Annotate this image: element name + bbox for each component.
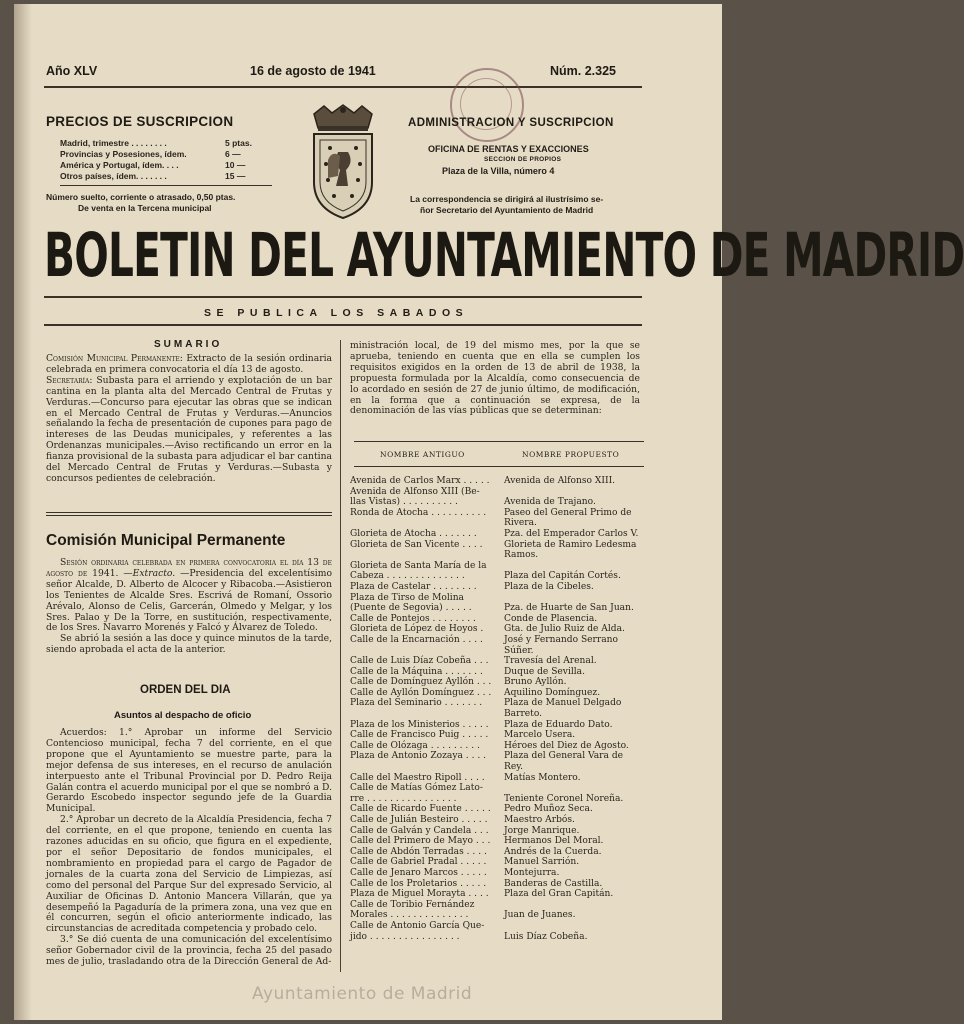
table-rule-top [354,441,644,442]
old-street-name: Ronda de Atocha . . . . . . . . . . [350,507,487,518]
old-street-name: llas Vistas) . . . . . . . . . . [350,497,458,508]
sale-point-note: De venta en la Tercena municipal [78,203,212,213]
comision-title: Comisión Municipal Permanente [46,532,286,549]
price-label: Otros países, ídem. . . . . . . [60,171,167,181]
old-street-name: Calle de Antonio García Que- [350,920,485,931]
new-street-name: Pza. de Huarte de San Juan. [504,603,634,614]
street-row [350,762,644,773]
street-row [350,497,644,508]
street-row [350,826,644,837]
sumario-divider [46,512,332,513]
street-row [350,751,644,762]
street-row [350,847,644,858]
street-row [350,857,644,868]
street-row [350,667,644,678]
old-street-name: Glorieta de San Vicente . . . . [350,539,483,550]
street-row [350,698,644,709]
new-street-name [502,593,644,604]
old-street-name: Calle de Olózaga . . . . . . . . . [350,740,480,751]
new-street-name: Héroes del Diez de Agosto. [504,740,629,751]
session-extract: —Extracto. — [118,567,190,579]
old-street-name: Plaza de Miguel Morayta . . . . [350,889,489,900]
acuerdo-paragraph: 2.° Aprobar un decreto de la Alcaldía Presidencia, fecha 7 del corriente, en el que propone, teniendo en cuenta las razones aducidas en su oficio, que figura en el expediente, por el señor Depositario de fondos municipales, el nombramiento en propiedad para el cargo de Pagador de jornales de la cuarta zona del Servicio de Limpiezas, así como del personal del Parque Sur del expresado Servicio, al Auxiliar de Oficinas D. Antonio Mancera Villarán, que ya desempeñó la Pagaduría de la primera zona, una vez que en él concurren, según el oficio anteriormente indicado, las circunstancias de acreditada competencia y probado celo. [46,814,332,935]
old-street-name [350,709,502,720]
price-underline [60,185,272,186]
new-street-name: Glorieta de Ramiro Ledesma [504,539,637,550]
sumario-text: Extracto de la sesión ordinaria celebrada en primera convocatoria el día 13 de agosto. [46,353,332,375]
old-street-name: Calle de Pontejos . . . . . . . . [350,613,476,624]
street-row [350,815,644,826]
old-street-name: Calle de Ayllón Domínguez . . . [350,687,492,698]
street-row [350,879,644,890]
orden-del-dia-title: ORDEN DEL DIA [140,684,231,696]
masthead-subtitle: SE PUBLICA LOS SABADOS [204,307,469,319]
old-street-name: Calle de Francisco Puig . . . . . [350,730,489,741]
masthead-rule-bottom [44,324,642,326]
session-open: Se abrió la sesión a las doce y quince minutos de la tarde, siendo aprobada el acta de la anterior. [46,633,332,656]
new-street-name: Avenida de Trajano. [504,497,596,508]
new-street-name: Matías Montero. [504,772,581,783]
street-row [350,614,644,625]
old-street-name: Calle de la Encarnación . . . . [350,634,483,645]
correspondence-note-2: ñor Secretario del Ayuntamiento de Madrid [420,205,594,215]
old-street-name: Glorieta de López de Hoyos . [350,624,484,635]
price-label: América y Portugal, ídem. . . . [60,160,179,170]
old-street-name [350,646,502,657]
administration-title: ADMINISTRACION Y SUSCRIPCION [408,117,614,129]
street-row [350,571,644,582]
new-street-name: Juan de Juanes. [504,910,576,921]
masthead-rule-top [44,296,642,298]
office-name: OFICINA DE RENTAS Y EXACCIONES [428,144,589,154]
street-row [350,730,644,741]
old-street-name [350,550,502,561]
street-row [350,868,644,879]
new-street-name: José y Fernando Serrano [504,634,619,645]
street-row [350,921,644,932]
old-street-name: Avenida de Alfonso XIII (Be- [350,486,480,497]
new-street-name: Bruno Ayllón. [504,677,567,688]
right-intro [350,341,640,417]
old-street-name: Calle de Domínguez Ayllón . . . [350,677,492,688]
old-street-name: Calle de Gabriel Pradal . . . . . [350,857,487,868]
sumario-body [46,354,332,485]
street-row [350,836,644,847]
new-street-name: Plaza del Capitán Cortés. [504,571,621,582]
sumario-divider-2 [46,515,332,516]
old-street-name: Calle de Ricardo Fuente . . . . . [350,804,491,815]
old-street-name: Calle de Julián Besteiro . . . . . [350,815,488,825]
old-street-name: Calle del Maestro Ripoll . . . . [350,772,485,783]
new-street-name [502,487,644,498]
street-row [350,656,644,667]
new-street-name: Travesía del Arenal. [504,656,597,667]
old-street-name: (Puente de Segovia) . . . . . [350,603,472,614]
single-issue-note: Número suelto, corriente o atrasado, 0,50 ptas. [46,192,236,202]
old-street-name: Avenida de Carlos Marx . . . . . [350,476,490,486]
old-street-name: Calle de Jenaro Marcos . . . . . [350,867,487,878]
street-row [350,900,644,911]
office-section: SECCION DE PROPIOS [484,156,562,163]
street-names-table [350,476,644,942]
street-row [350,540,644,551]
sumario-title: SUMARIO [154,339,223,350]
new-street-name: Plaza de Manuel Delgado [504,698,622,709]
archive-stamp [450,68,524,142]
table-rule-bottom [354,466,644,467]
new-street-name: Manuel Sarrión. [504,857,580,868]
acuerdos [46,728,332,968]
new-street-name [502,900,644,911]
new-street-name: Gta. de Julio Ruiz de Alda. [504,624,625,635]
acuerdo-paragraph: 3.° Se dió cuenta de una comunicación del excelentísimo señor Gobernador civil de la provincia, fecha 25 del pasado mes de julio, trasladando otra de la Dirección General de Ad- [46,934,332,968]
street-row [350,804,644,815]
new-street-name: Avenida de Alfonso XIII. [504,476,616,486]
street-row [350,593,644,604]
street-row [350,910,644,921]
new-street-name: Marcelo Usera. [504,730,576,741]
sumario-label: Comisión Municipal Permanente: [46,353,183,364]
price-value: 5 ptas. [225,138,252,148]
street-row [350,529,644,540]
street-row [350,741,644,752]
new-street-name: Pza. del Emperador Carlos V. [504,528,639,539]
old-street-name: Cabeza . . . . . . . . . . . . . . [350,571,465,582]
old-street-name: Plaza de Antonio Zozaya . . . . [350,751,487,762]
old-street-name: Plaza del Seminario . . . . . . . [350,698,483,709]
old-street-name: Calle de Toribio Fernández [350,899,475,910]
col-header-old: NOMBRE ANTIGUO [380,450,465,459]
new-street-name: Rivera. [504,518,537,529]
new-street-name: Barreto. [504,709,543,720]
price-value: 15 — [225,171,246,181]
masthead-title: BOLETIN DEL AYUNTAMIENTO DE MADRID [44,220,964,291]
old-street-name: Calle de la Máquina . . . . . . . [350,666,483,677]
sumario-paragraph [46,354,332,376]
new-street-name [502,783,644,794]
archive-watermark: Ayuntamiento de Madrid [252,984,473,1004]
col-header-new: NOMBRE PROPUESTO [522,450,620,459]
street-row [350,794,644,805]
street-row [350,487,644,498]
street-row [350,783,644,794]
new-street-name: Aquilino Domínguez. [504,687,601,698]
session-text: Presidencia del excelentísimo señor Alcalde, D. Alberto de Alcocer y Ribacoba.—Asistieron los Tenientes de Alcalde Sres. Escrivá de Romaní, Ossorio Arévalo, Alonso de Celis, Garcerán, Olmedo y Melgar, y los Sres. Palao y De la Torre, en sustitución, respectivamente, de los Sres. Navarro Morenés y Falcó y Álvarez de Toledo. [46,567,332,634]
old-street-name: Glorieta de Atocha . . . . . . . [350,528,477,539]
new-street-name: Ramos. [504,550,539,561]
issue-date: 16 de agosto de 1941 [250,64,376,78]
old-street-name: Plaza de Tirso de Molina [350,592,464,603]
asuntos-title: Asuntos al despacho de oficio [114,710,252,721]
street-row [350,550,644,561]
comision-session [46,558,332,656]
new-street-name: Maestro Arbós. [504,815,575,825]
madrid-coat-of-arms-icon [302,104,384,222]
street-row [350,582,644,593]
new-street-name: Conde de Plasencia. [504,613,598,624]
street-row [350,603,644,614]
street-row [350,773,644,784]
old-street-name [350,762,502,773]
price-value: 6 — [225,149,241,159]
sumario-label: Secretaría: [46,374,93,386]
price-label: Provincias y Posesiones, ídem. [60,149,187,159]
new-street-name: Hermanos Del Moral. [504,836,604,847]
street-row [350,688,644,699]
old-street-name: Calle de Galván y Candela . . . [350,825,489,836]
street-row [350,646,644,657]
street-row [350,889,644,900]
new-street-name: Banderas de Castilla. [504,878,603,889]
street-row [350,709,644,720]
new-street-name [502,921,644,932]
price-label: Madrid, trimestre . . . . . . . . [60,138,167,148]
price-value: 10 — [225,160,246,170]
new-street-name: Luis Díaz Cobeña. [504,931,588,942]
subscription-title: PRECIOS DE SUSCRIPCION [46,114,234,129]
old-street-name: Morales . . . . . . . . . . . . . . [350,910,469,921]
new-street-name: Plaza de Eduardo Dato. [504,719,613,730]
new-street-name: Duque de Sevilla. [504,666,585,677]
new-street-name: Andrés de la Cuerda. [504,846,602,857]
new-street-name: Paseo del General Primo de [504,507,632,518]
street-row [350,561,644,572]
header-rule [44,86,642,88]
street-row [350,635,644,646]
acuerdo-paragraph: Acuerdos: 1.° Aprobar un informe del Servicio Contencioso municipal, fecha 7 del corriente, en el que propone que el Ayuntamiento se muestre parte, para la mejor defensa de sus intereses, en el recurso de anulación interpuesto ante el Tribunal Provincial por D. Pedro Reija Galán contra el acuerdo municipal por el que se nombró a D. Gerardo Escobedo inspector segundo jefe de la Guardia Municipal. [46,727,332,815]
session-intro: Sesión ordinaria celebrada en primera convocatoria el día 13 de agosto de 1941. [46,557,332,579]
correspondence-note-1: La correspondencia se dirigirá al ilustrísimo se- [410,194,604,204]
sumario-paragraph [46,376,332,485]
street-row [350,932,644,943]
old-street-name [350,518,502,529]
issue-year: Año XLV [46,64,98,78]
new-street-name: Plaza del Gran Capitán. [504,889,614,900]
session-paragraph [46,558,332,634]
new-street-name: Jorge Manrique. [504,825,580,836]
intro-paragraph: ministración local, de 19 del mismo mes, por la que se aprueba, teniendo en cuenta que en ella se cumplen los requisitos exigidos en la orden de 13 de abril de 1938, la propuesta formulada por la Alcaldía, como consecuencia de lo acordado en sesión de 27 de junio último, de modificación, en la forma que a continuación se expresa, de la denominación de las vías públicas que se determinan: [350,340,640,417]
old-street-name: Calle de Abdón Terradas . . . . [350,846,487,857]
street-row [350,476,644,487]
street-row [350,624,644,635]
new-street-name: Rey. [504,762,524,773]
new-street-name: Montejurra. [504,867,560,878]
new-street-name: Súñer. [504,645,534,656]
old-street-name: Calle de Luis Díaz Cobeña . . . [350,656,489,667]
newspaper-page [14,4,964,1020]
new-street-name: Teniente Coronel Noreña. [504,793,624,804]
street-row [350,518,644,529]
old-street-name: Calle del Primero de Mayo . . . [350,836,491,847]
street-row [350,508,644,519]
new-street-name: Plaza de la Cibeles. [504,581,594,592]
street-row [350,677,644,688]
column-separator [340,340,341,972]
old-street-name: Calle de los Proletarios . . . . . [350,878,487,889]
sumario-text: Subasta para el arriendo y explotación de un bar cantina en la planta alta del Mercado Central de Frutas y Verduras.—Concurso para ejecutar las obras que se indican en el Mercado Central de Frutas y Verduras.—Anuncios señalando la fecha de presentación de cupones para pago de intereses de las Deudas municipales, y referentes a las Ordenanzas municipales.—Aviso rectificando un error en la fianza provisional de la subasta para adjudicar el bar cantina del Mercado Central de Frutas y Verduras.—Subasta y concursos pedientes de celebración. [46,374,332,484]
new-street-name: Plaza del General Vara de [504,751,624,762]
old-street-name: rre . . . . . . . . . . . . . . . . [350,793,457,804]
office-address: Plaza de la Villa, número 4 [442,166,555,176]
old-street-name: Plaza de los Ministerios . . . . . [350,719,489,730]
new-street-name: Pedro Muñoz Seca. [504,804,593,815]
new-street-name [502,561,644,572]
old-street-name: jido . . . . . . . . . . . . . . . . [350,931,460,942]
street-row [350,720,644,731]
old-street-name: Calle de Matías Gómez Lato- [350,783,483,794]
subscription-prices [60,138,280,184]
old-street-name: Glorieta de Santa María de la [350,560,487,571]
issue-number: Núm. 2.325 [550,64,617,78]
old-street-name: Plaza de Castelar . . . . . . . . [350,581,477,592]
